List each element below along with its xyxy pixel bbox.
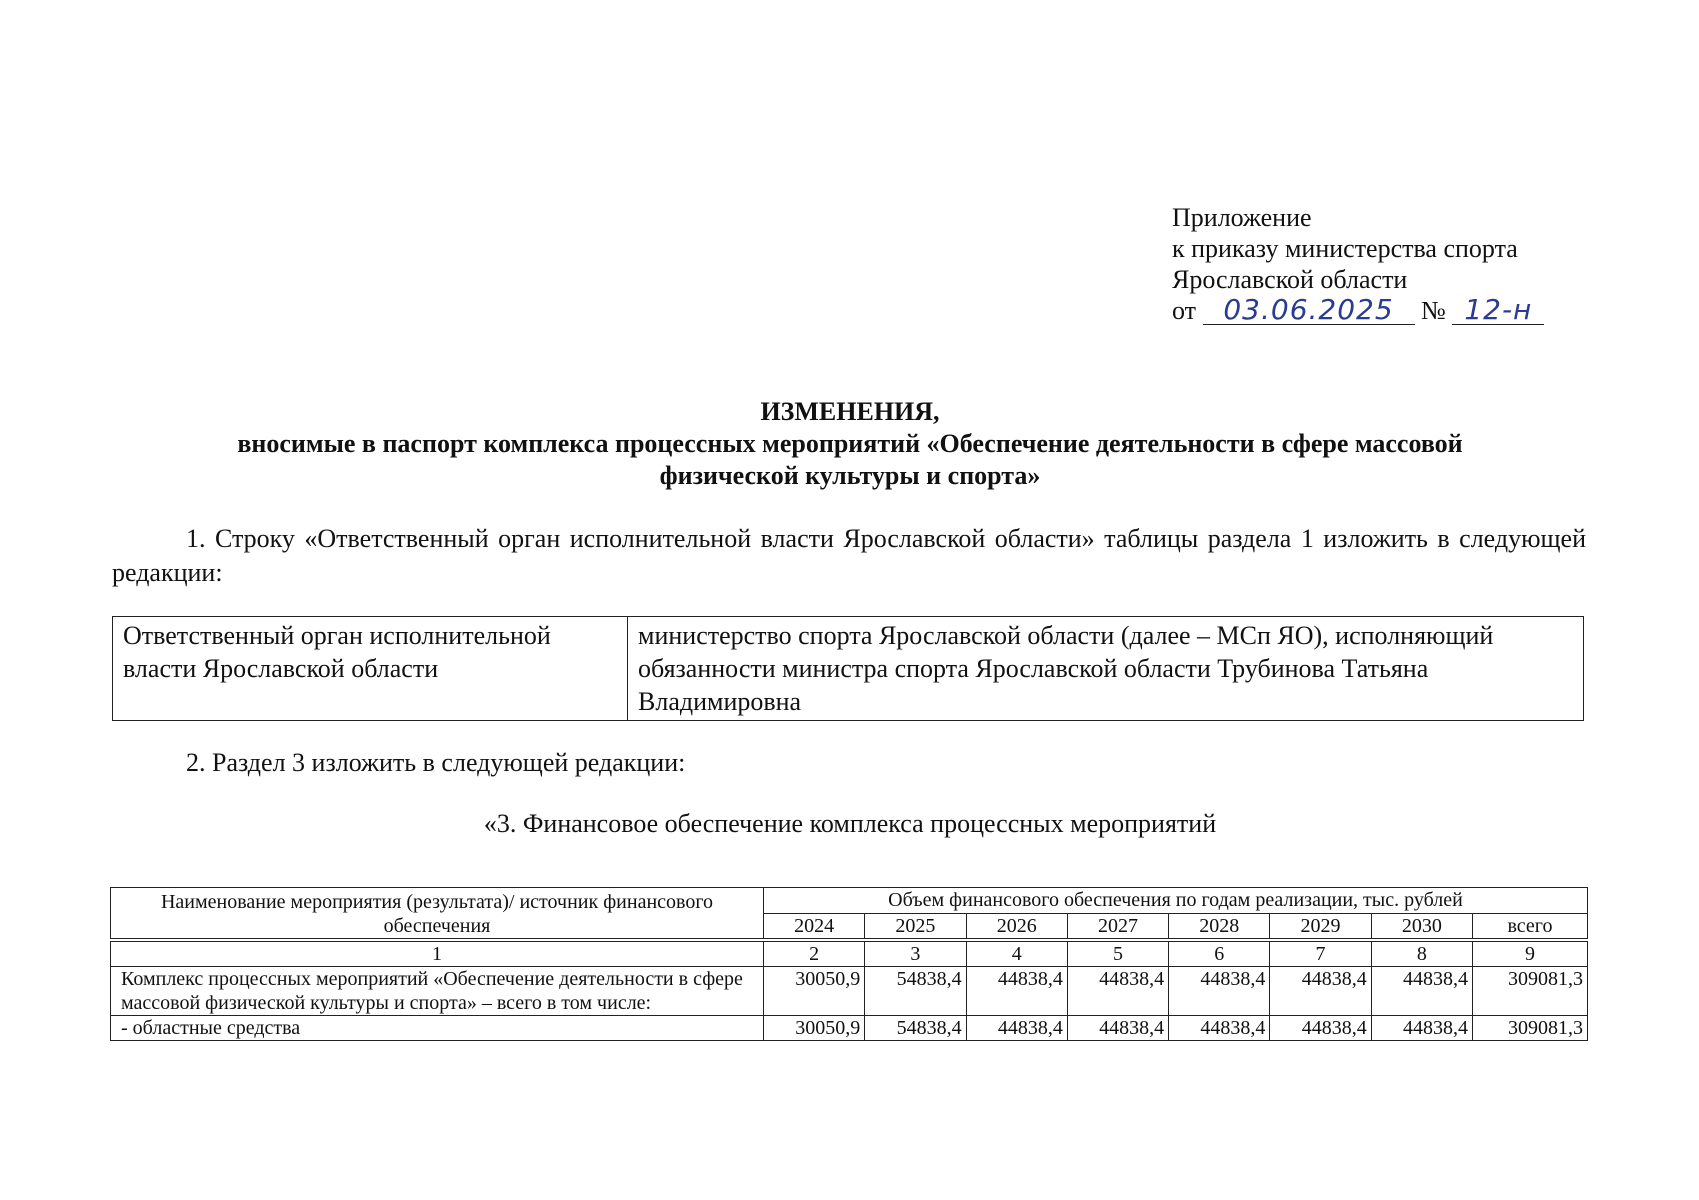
index-cell: 4 [966, 942, 1067, 967]
appendix-line-1: Приложение [1172, 203, 1312, 232]
table-row [113, 617, 1584, 721]
index-cell: 5 [1067, 942, 1168, 967]
heading-title: ИЗМЕНЕНИЯ, [760, 397, 940, 426]
year-header: 2026 [966, 913, 1067, 939]
year-header: всего [1472, 913, 1587, 939]
row-value: 44838,4 [1270, 1016, 1371, 1041]
row-value: 54838,4 [865, 967, 966, 1016]
year-header: 2025 [865, 913, 966, 939]
year-header: 2029 [1270, 913, 1371, 939]
number-label: № [1421, 296, 1446, 325]
table-row [111, 1016, 1588, 1041]
year-header: 2027 [1067, 913, 1168, 939]
row-value: 44838,4 [966, 1016, 1067, 1041]
appendix-line-3: Ярославской области [1172, 265, 1408, 294]
heading-subtitle-line-1: вносимые в паспорт комплекса процессных мероприятий «Обеспечение деятельности в сфере массовой [237, 429, 1463, 458]
table-header-row [111, 888, 1588, 914]
responsible-body-label: Ответственный орган исполнительной власти Ярославской области [113, 617, 628, 721]
row-value: 309081,3 [1472, 1016, 1587, 1041]
row-name: Комплекс процессных мероприятий «Обеспечение деятельности в сфере массовой физической культуры и спорта» – всего в том числе: [111, 967, 764, 1016]
year-header: 2030 [1371, 913, 1472, 939]
row-value: 44838,4 [1169, 967, 1270, 1016]
index-cell: 3 [865, 942, 966, 967]
table-row [111, 967, 1588, 1016]
row-name: - областные средства [111, 1016, 764, 1041]
appendix-block [1172, 202, 1544, 326]
row-value: 44838,4 [1067, 1016, 1168, 1041]
row-value: 309081,3 [1472, 967, 1587, 1016]
index-cell: 6 [1169, 942, 1270, 967]
paragraph-2: 2. Раздел 3 изложить в следующей редакции: [186, 748, 686, 777]
document-heading [110, 396, 1590, 492]
heading-subtitle-line-2: физической культуры и спорта» [659, 461, 1041, 490]
row-value: 44838,4 [1067, 967, 1168, 1016]
row-value: 30050,9 [764, 1016, 865, 1041]
handwritten-number: 12-н [1452, 296, 1544, 325]
header-volume-cell: Объем финансового обеспечения по годам реализации, тыс. рублей [764, 888, 1588, 914]
responsible-body-value: министерство спорта Ярославской области (далее – МСп ЯО), исполняющий обязанности министра спорта Ярославской области Трубинова Татьяна Владимировна [628, 617, 1584, 721]
handwritten-date: 03.06.2025 [1203, 296, 1415, 325]
index-cell: 1 [111, 942, 764, 967]
year-header: 2028 [1169, 913, 1270, 939]
row-value: 44838,4 [1371, 967, 1472, 1016]
row-value: 54838,4 [865, 1016, 966, 1041]
appendix-date-number-line [1172, 295, 1544, 326]
row-value: 44838,4 [1371, 1016, 1472, 1041]
responsible-body-table [112, 616, 1584, 721]
index-cell: 9 [1472, 942, 1587, 967]
paragraph-1: 1. Строку «Ответственный орган исполнительной власти Ярославской области» таблицы раздела 1 изложить в следующей редакции: [112, 524, 1586, 587]
index-cell: 8 [1371, 942, 1472, 967]
from-label: от [1172, 296, 1197, 325]
section-3-title: «3. Финансовое обеспечение комплекса процессных мероприятий [483, 809, 1217, 838]
row-value: 44838,4 [966, 967, 1067, 1016]
financing-table [110, 887, 1588, 1041]
header-name-cell: Наименование мероприятия (результата)/ источник финансового обеспечения [111, 888, 764, 939]
row-value: 44838,4 [1270, 967, 1371, 1016]
table-index-row [111, 942, 1588, 967]
index-cell: 7 [1270, 942, 1371, 967]
row-value: 44838,4 [1169, 1016, 1270, 1041]
row-value: 30050,9 [764, 967, 865, 1016]
index-cell: 2 [764, 942, 865, 967]
year-header: 2024 [764, 913, 865, 939]
appendix-line-2: к приказу министерства спорта [1172, 234, 1518, 263]
